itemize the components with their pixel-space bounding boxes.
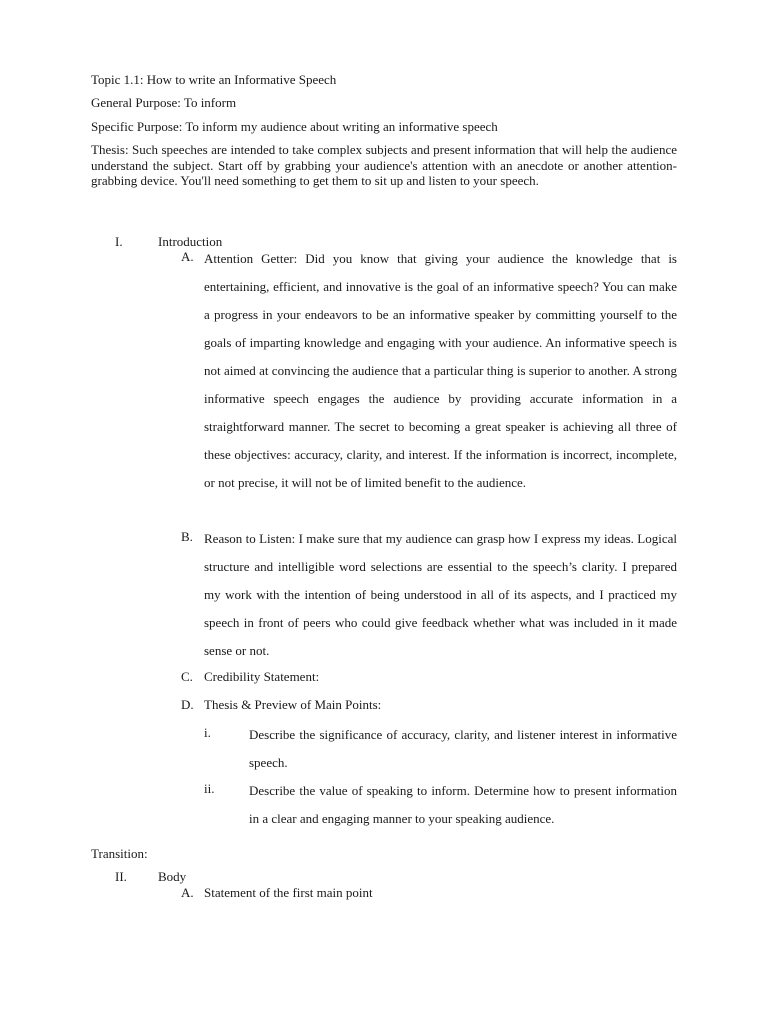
credibility-statement: Credibility Statement:: [204, 669, 320, 684]
transition-label: Transition:: [91, 846, 148, 861]
section-2-title: Body: [158, 869, 187, 884]
reason-to-listen-paragraph: Reason to Listen: I make sure that my audience can grasp how I express my ideas. Logical structure and intelligible word selections are essential to the speech’s clarity. I prepared my work with the intention of being understood in all of its aspects, and I practiced my speech in front of peers who could give feedback whether what was included in it made sense or not.: [204, 531, 677, 658]
thesis-paragraph: Thesis: Such speeches are intended to take complex subjects and present information that will help the audience understand the subject. Start off by grabbing your audience's attention with an anecdote or another attention-grabbing device. You'll need something to get them to sit up and listen to your speech.: [91, 142, 677, 188]
section-1-numeral: I.: [115, 234, 123, 249]
attention-getter-paragraph: Attention Getter: Did you know that giving your audience the knowledge that is entertaining, efficient, and innovative is the goal of an informative speech? You can make a progress in your endeavors to be an informative speaker by committing yourself to the goals of imparting knowledge and engaging with your audience. An informative speech is not aimed at convincing the audience that a particular thing is superior to another. A strong informative speech engages the audience by providing accurate information in a straightforward manner. The secret to becoming a great speaker is achieving all three of these objectives: accuracy, clarity, and interest. If the information is incorrect, incomplete, or not precise, it will not be of limited benefit to the audience.: [204, 251, 677, 490]
section-1-title: Introduction: [158, 234, 223, 249]
item-d-marker: D.: [181, 697, 194, 712]
general-purpose-line: General Purpose: To inform: [91, 95, 237, 110]
first-main-point: Statement of the first main point: [204, 885, 373, 900]
subitem-ii-text: Describe the value of speaking to inform. Determine how to present information in a clear and engaging manner to your speaking audience.: [249, 783, 677, 826]
item-a-marker: A.: [181, 249, 194, 264]
subitem-ii-marker: ii.: [204, 781, 215, 796]
specific-purpose-line: Specific Purpose: To inform my audience about writing an informative speech: [91, 119, 498, 134]
body-item-a-marker: A.: [181, 885, 194, 900]
subitem-i-marker: i.: [204, 725, 211, 740]
section-2-numeral: II.: [115, 869, 127, 884]
topic-line: Topic 1.1: How to write an Informative Speech: [91, 72, 337, 87]
item-c-marker: C.: [181, 669, 193, 684]
thesis-preview-heading: Thesis & Preview of Main Points:: [204, 697, 382, 712]
item-b-marker: B.: [181, 529, 193, 544]
subitem-i-text: Describe the significance of accuracy, clarity, and listener interest in informative speech.: [249, 727, 677, 770]
